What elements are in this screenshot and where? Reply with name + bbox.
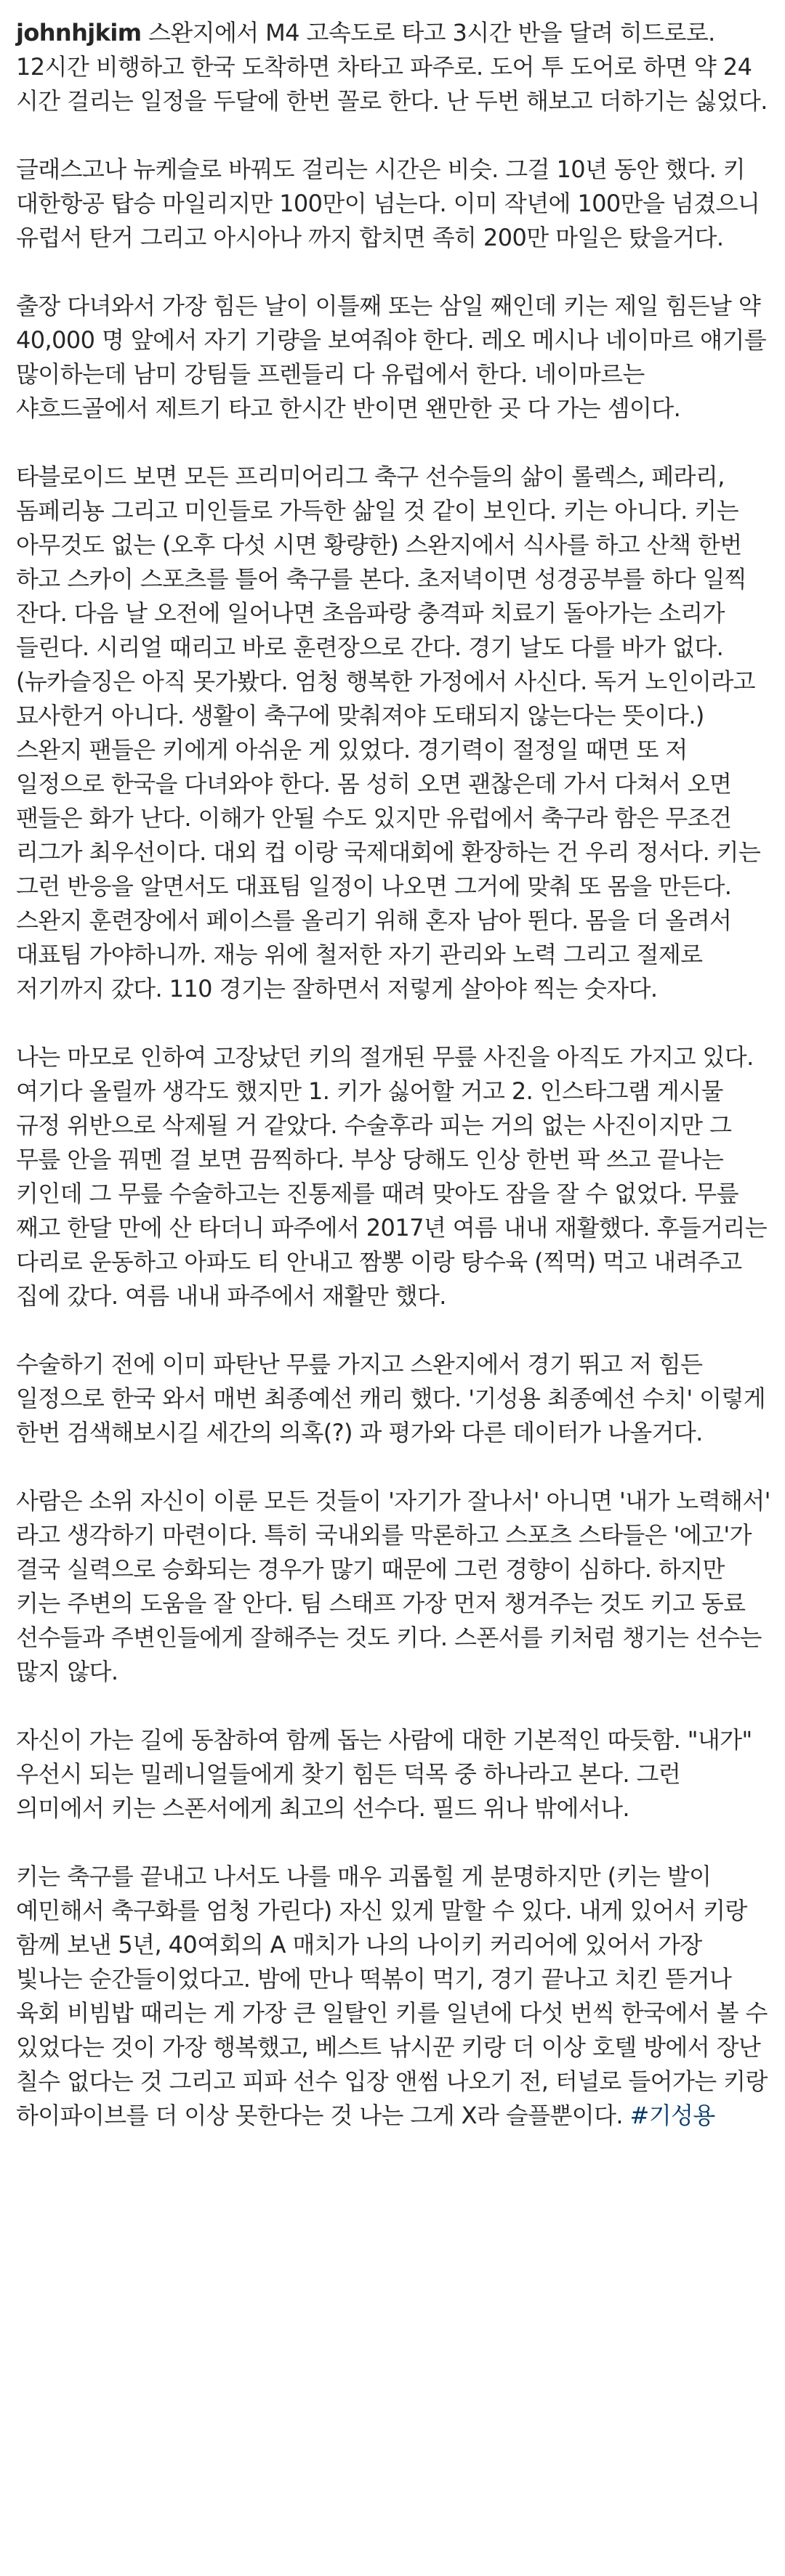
post-caption	[16, 16, 770, 2133]
caption-paragraph-7: 사람은 소위 자신이 이룬 모든 것들이 '자기가 잘나서' 아니면 '내가 노력해서' 라고 생각하기 마련이다. 특히 국내외를 막론하고 스포츠 스타들은 '에고'가 결국 실력으로 승화되는 경우가 많기 때문에 그런 경향이 심하다. 하지만 키는 주변의 도움을 잘 안다. 팀 스태프 가장 먼저 챙겨주는 것도 키고 동료 선수들과 주변인들에게 잘해주는 것도 키다. 스폰서를 키처럼 챙기는 선수는 많지 않다.	[16, 1487, 770, 1685]
caption-text-9: 키는 축구를 끝내고 나서도 나를 매우 괴롭힐 게 분명하지만 (키는 발이 예민해서 축구화를 엄청 가린다) 자신 있게 말할 수 있다. 내게 있어서 키랑 함께 보낸 5년, 40여회의 A 매치가 나의 나이키 커리어에 있어서 가장 빛나는 순간들이었다고. 밤에 만나 떡볶이 먹기, 경기 끝나고 치킨 뜯거나 육회 비빔밥 때리는 게 가장 큰 일탈인 키를 일년에 다섯 번씩 한국에서 볼 수 있었다는 것이 가장 행복했고, 베스트 낚시꾼 키랑 더 이상 호텔 방에서 장난 칠수 없다는 것 그리고 피파 선수 입장 앤썸 나오기 전, 터널로 들어가는 키랑 하이파이브를 더 이상 못한다는 것 나는 그게 X라 슬플뿐이다.	[16, 1863, 768, 2129]
caption-text-1: 스완지에서 M4 고속도로 타고 3시간 반을 달려 히드로로. 12시간 비행하고 한국 도착하면 차타고 파주로. 도어 투 도어로 하면 약 24 시간 걸리는 일정을 두달에 한번 꼴로 한다. 난 두번 해보고 더하기는 싫었다.	[16, 19, 768, 115]
caption-paragraph-8: 자신이 가는 길에 동참하여 함께 돕는 사람에 대한 기본적인 따듯함. "내가" 우선시 되는 밀레니얼들에게 찾기 힘든 덕목 중 하나라고 본다. 그런 의미에서 키는 스폰서에게 최고의 선수다. 필드 위나 밖에서나.	[16, 1726, 752, 1822]
caption-paragraph-2: 글래스고나 뉴케슬로 바꿔도 걸리는 시간은 비슷. 그걸 10년 동안 했다. 키 대한항공 탑승 마일리지만 100만이 넘는다. 이미 작년에 100만을 넘겼으니 유럽서 탄거 그리고 아시아나 까지 합치면 족히 200만 마일은 탔을거다.	[16, 155, 760, 251]
username-link[interactable]: johnhjkim	[16, 19, 142, 46]
caption-paragraph-4: 타블로이드 보면 모든 프리미어리그 축구 선수들의 삶이 롤렉스, 페라리, 돔페리뇽 그리고 미인들로 가득한 삶일 것 같이 보인다. 키는 아니다. 키는 아무것도 없는 (오후 다섯 시면 황량한) 스완지에서 식사를 하고 산책 한번 하고 스카이 스포츠를 틀어 축구를 본다. 초저녁이면 성경공부를 하다 일찍 잔다. 다음 날 오전에 일어나면 초음파랑 충격파 치료기 돌아가는 소리가 들린다. 시리얼 때리고 바로 훈련장으로 간다. 경기 날도 다를 바가 없다. (뉴카슬징은 아직 못가봤다. 엄청 행복한 가정에서 사신다. 독거 노인이라고 묘사한거 아니다. 생활이 축구에 맞춰져야 도태되지 않는다는 뜻이다.) 스완지 팬들은 키에게 아쉬운 게 있었다. 경기력이 절정일 때면 또 저 일정으로 한국을 다녀와야 한다. 몸 성히 오면 괜찮은데 가서 다쳐서 오면 팬들은 화가 난다. 이해가 안될 수도 있지만 유럽에서 축구라 함은 무조건 리그가 최우선이다. 대외 컵 이랑 국제대회에 환장하는 건 우리 정서다. 키는 그런 반응을 알면서도 대표팀 일정이 나오면 그거에 맞춰 또 몸을 만든다. 스완지 훈련장에서 페이스를 올리기 위해 혼자 남아 뛴다. 몸을 더 올려서 대표팀 가야하니까. 재능 위에 철저한 자기 관리와 노력 그리고 절제로 저기까지 갔다. 110 경기는 잘하면서 저렇게 살아야 찍는 숫자다.	[16, 463, 761, 1003]
caption-paragraph-9	[16, 1860, 770, 2133]
caption-paragraph-1	[16, 16, 770, 118]
hashtag-link[interactable]: #기성용	[629, 2102, 715, 2129]
caption-paragraph-3: 출장 다녀와서 가장 힘든 날이 이틀째 또는 삼일 째인데 키는 제일 힘든날 약 40,000 명 앞에서 자기 기량을 보여줘야 한다. 레오 메시나 네이마르 얘기를 많이하는데 남미 강팀들 프렌들리 다 유럽에서 한다. 네이마르는 샤흐드골에서 제트기 타고 한시간 반이면 왠만한 곳 다 가는 셈이다.	[16, 292, 767, 422]
caption-paragraph-5: 나는 마모로 인하여 고장났던 키의 절개된 무릎 사진을 아직도 가지고 있다. 여기다 올릴까 생각도 했지만 1. 키가 싫어할 거고 2. 인스타그램 게시물 규정 위반으로 삭제될 거 같았다. 수술후라 피는 거의 없는 사진이지만 그 무릎 안을 꿔멘 걸 보면 끔찍하다. 부상 당해도 인상 한번 팍 쓰고 끝나는 키인데 그 무릎 수술하고는 진통제를 때려 맞아도 잠을 잘 수 없었다. 무릎 째고 한달 만에 산 타더니 파주에서 2017년 여름 내내 재활했다. 후들거리는 다리로 운동하고 아파도 티 안내고 짬뽕 이랑 탕수육 (찍먹) 먹고 내려주고 집에 갔다. 여름 내내 파주에서 재활만 했다.	[16, 1043, 768, 1310]
caption-paragraph-6: 수술하기 전에 이미 파탄난 무릎 가지고 스완지에서 경기 뛰고 저 힘든 일정으로 한국 와서 매번 최종예선 캐리 했다. '기성용 최종예선 수치' 이렇게 한번 검색해보시길 세간의 의혹(?) 과 평가와 다른 데이터가 나올거다.	[16, 1350, 766, 1446]
